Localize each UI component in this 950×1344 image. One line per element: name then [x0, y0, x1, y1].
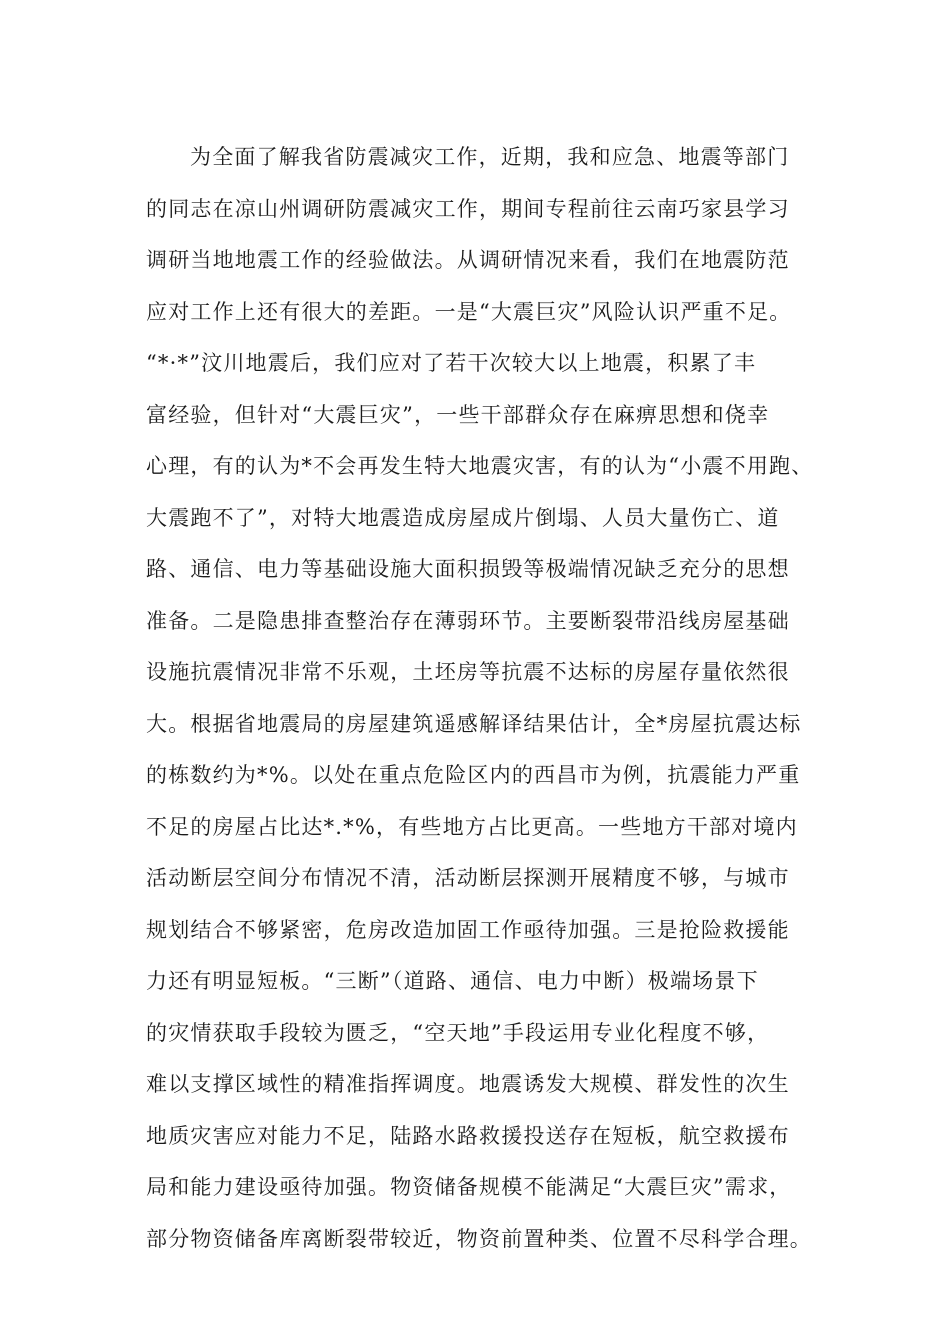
text-line-22: 部分物资储备库离断裂带较近，物资前置种类、位置不尽科学合理。: [146, 1226, 812, 1251]
text-line-19: 难以支撑区域性的精准指挥调度。地震诱发大规模、群发性的次生: [146, 1072, 790, 1096]
text-line-11: 设施抗震情况非常不乐观，土坯房等抗震不达标的房屋存量依然很: [146, 660, 790, 684]
text-line-1: 为全面了解我省防震减灾工作，近期，我和应急、地震等部门: [190, 145, 790, 169]
text-line-7: 心理，有的认为*不会再发生特大地震灾害，有的认为“小震不用跑、: [146, 454, 814, 478]
text-line-5: “*·*”汶川地震后，我们应对了若干次较大以上地震，积累了丰: [146, 351, 757, 375]
text-line-17: 力还有明显短板。“三断”（道路、通信、电力中断）极端场景下: [146, 969, 759, 993]
body-paragraph: [146, 132, 826, 1265]
text-line-2: 的同志在凉山州调研防震减灾工作，期间专程前往云南巧家县学习: [146, 196, 790, 221]
text-line-9: 路、通信、电力等基础设施大面积损毁等极端情况缺乏充分的思想: [146, 557, 790, 581]
text-line-8: 大震跑不了”，对特大地震造成房屋成片倒塌、人员大量伤亡、道: [146, 505, 780, 530]
text-line-14: 不足的房屋占比达*.*%，有些地方占比更高。一些地方干部对境内: [146, 814, 798, 839]
text-line-4: 应对工作上还有很大的差距。一是“大震巨灾”风险认识严重不足。: [146, 299, 792, 324]
text-line-13: 的栋数约为*%。以处在重点危险区内的西昌市为例，抗震能力严重: [146, 763, 801, 787]
text-line-20: 地质灾害应对能力不足，陆路水路救援投送存在短板，航空救援布: [146, 1123, 790, 1148]
text-line-3: 调研当地地震工作的经验做法。从调研情况来看，我们在地震防范: [146, 248, 790, 272]
text-line-12: 大。根据省地震局的房屋建筑遥感解译结果估计，全*房屋抗震达标: [146, 711, 802, 736]
text-line-18: 的灾情获取手段较为匮乏，“空天地”手段运用专业化程度不够，: [146, 1020, 770, 1045]
text-line-10: 准备。二是隐患排查整治存在薄弱环节。主要断裂带沿线房屋基础: [146, 608, 790, 633]
text-line-6: 富经验，但针对“大震巨灾”，一些干部群众存在麻痹思想和侥幸: [146, 402, 770, 427]
text-line-15: 活动断层空间分布情况不清，活动断层探测开展精度不够，与城市: [146, 866, 790, 890]
text-line-16: 规划结合不够紧密，危房改造加固工作亟待加强。三是抢险救援能: [146, 917, 790, 942]
text-line-21: 局和能力建设亟待加强。物资储备规模不能满足“大震巨灾”需求，: [146, 1175, 792, 1199]
